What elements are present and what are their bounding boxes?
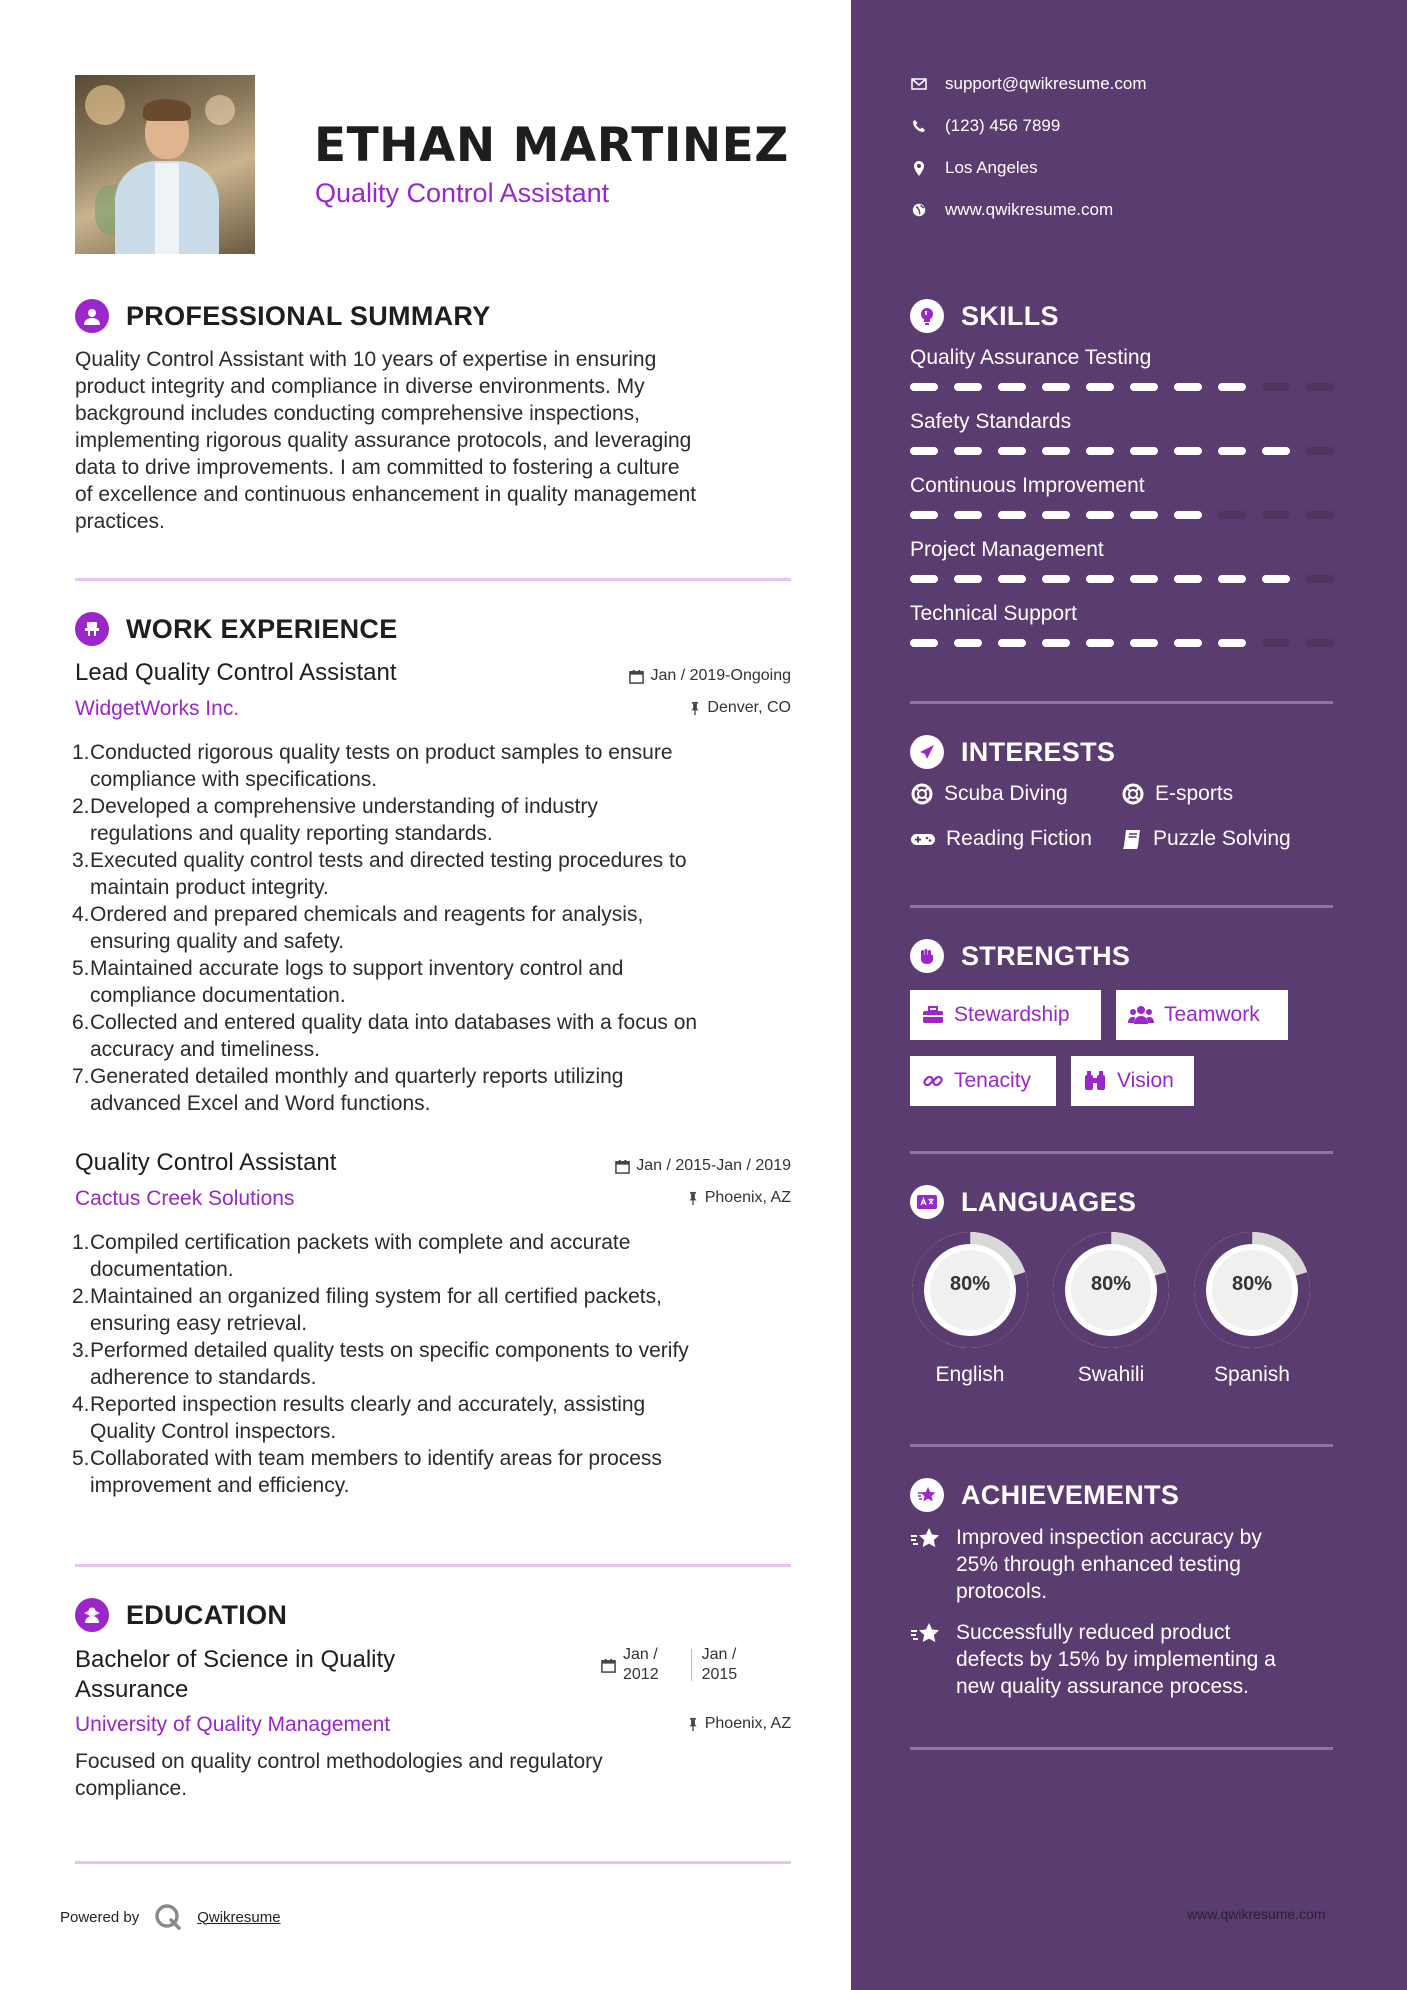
section-title: STRENGTHS bbox=[961, 940, 1131, 971]
job-date: Jan / 2019-Ongoing bbox=[560, 667, 791, 685]
job-title: Quality Control Assistant bbox=[75, 1149, 337, 1176]
summary-text: Quality Control Assistant with 10 years of expertise in ensuring product integrity and compliance in diverse environments. My background includes conducting comprehensive inspections, implementing rigorous quality assurance protocols, and leveraging data to drive improvements. I am committed to fostering a culture of excellence and continuous enhancement in quality management practices. bbox=[75, 348, 697, 533]
interest-item: Scuba Diving bbox=[910, 782, 1068, 806]
section-title: PROFESSIONAL SUMMARY bbox=[126, 300, 491, 331]
work-heading bbox=[75, 612, 398, 646]
skill-dash-filled bbox=[1218, 575, 1246, 583]
job-date: Jan / 2015-Jan / 2019 bbox=[560, 1157, 791, 1175]
skill-dash-filled bbox=[998, 447, 1026, 455]
shooting-star-icon bbox=[910, 1621, 942, 1647]
section-title: ACHIEVEMENTS bbox=[961, 1479, 1180, 1510]
skill-dash-empty bbox=[1218, 511, 1246, 519]
contact-phone[interactable]: (123) 456 7899 bbox=[910, 116, 1060, 136]
skill-dash-empty bbox=[1306, 447, 1334, 455]
skill-dash-filled bbox=[1174, 447, 1202, 455]
list-item: 1. Compiled certification packets with complete and accurate documentation. bbox=[72, 1231, 631, 1281]
list-item: 3. Executed quality control tests and directed testing procedures to maintain product integrity. bbox=[72, 849, 687, 899]
strength-badge: Teamwork bbox=[1116, 990, 1288, 1040]
skill-dash-filled bbox=[1174, 639, 1202, 647]
skill-dash-empty bbox=[1262, 383, 1290, 391]
language-item bbox=[1050, 1229, 1172, 1387]
shooting-star-icon bbox=[910, 1526, 942, 1552]
strengths-heading bbox=[910, 939, 1130, 973]
languages-heading bbox=[910, 1185, 1136, 1219]
skill-dash-filled bbox=[1262, 447, 1290, 455]
language-name: English bbox=[935, 1363, 1005, 1386]
company-name: Cactus Creek Solutions bbox=[75, 1187, 295, 1210]
skill-dash-filled bbox=[1086, 639, 1114, 647]
qwikresume-logo-icon bbox=[153, 1902, 183, 1932]
education-date bbox=[601, 1645, 737, 1685]
language-item bbox=[1191, 1229, 1313, 1387]
phone-icon bbox=[910, 119, 928, 133]
language-name: Swahili bbox=[1077, 1363, 1145, 1386]
skill-dash-filled bbox=[1086, 575, 1114, 583]
pin-icon bbox=[687, 1717, 699, 1732]
interest-item: Puzzle Solving bbox=[1121, 827, 1291, 851]
list-item: 4. Ordered and prepared chemicals and reagents for analysis, ensuring quality and safety. bbox=[72, 903, 644, 953]
skill-dash-filled bbox=[910, 575, 938, 583]
location-pin-icon bbox=[910, 161, 928, 176]
divider bbox=[910, 1151, 1333, 1154]
skill-dash-filled bbox=[1218, 383, 1246, 391]
qwikresume-link[interactable]: Qwikresume bbox=[197, 1908, 281, 1926]
paper-plane-icon bbox=[910, 735, 944, 769]
skill-name: Quality Assurance Testing bbox=[910, 346, 1152, 369]
skill-rating bbox=[910, 383, 1350, 391]
skill-dash-filled bbox=[1174, 511, 1202, 519]
section-title: LANGUAGES bbox=[961, 1186, 1137, 1217]
skill-dash-filled bbox=[1218, 639, 1246, 647]
education-location: Phoenix, AZ bbox=[560, 1715, 791, 1733]
lightbulb-icon bbox=[910, 299, 944, 333]
skill-dash-filled bbox=[910, 383, 938, 391]
date-start: Jan / 2012 bbox=[623, 1646, 659, 1683]
skill-dash-filled bbox=[910, 511, 938, 519]
globe-icon bbox=[910, 203, 928, 217]
skill-dash-empty bbox=[1306, 383, 1334, 391]
skill-rating bbox=[910, 639, 1350, 647]
section-title: INTERESTS bbox=[961, 736, 1116, 767]
section-title: EDUCATION bbox=[126, 1599, 288, 1630]
list-item: 5. Collaborated with team members to identify areas for process improvement and efficiency. bbox=[72, 1447, 662, 1497]
divider bbox=[910, 701, 1333, 704]
list-item: 5. Maintained accurate logs to support inventory control and compliance documentation. bbox=[72, 957, 624, 1007]
lifebuoy-icon bbox=[1121, 782, 1145, 806]
skill-dash-filled bbox=[1174, 575, 1202, 583]
achievements-heading bbox=[910, 1478, 1179, 1512]
job-bullets bbox=[72, 739, 792, 1117]
list-item: 4. Reported inspection results clearly and accurately, assisting Quality Control inspectors. bbox=[72, 1393, 646, 1443]
divider bbox=[75, 1861, 791, 1864]
translate-icon bbox=[910, 1185, 944, 1219]
skill-dash-filled bbox=[954, 511, 982, 519]
skill-dash-filled bbox=[998, 575, 1026, 583]
education-heading bbox=[75, 1598, 287, 1632]
calendar-icon bbox=[629, 669, 644, 684]
skill-dash-filled bbox=[1174, 383, 1202, 391]
achievement-item: Improved inspection accuracy by 25% through enhanced testing protocols. bbox=[910, 1524, 1330, 1605]
skills-heading bbox=[910, 299, 1059, 333]
divider bbox=[910, 1444, 1333, 1447]
skill-dash-filled bbox=[910, 447, 938, 455]
book-icon bbox=[1121, 828, 1143, 850]
pin-icon bbox=[687, 1191, 699, 1206]
skill-dash-empty bbox=[1306, 639, 1334, 647]
skill-dash-filled bbox=[910, 639, 938, 647]
graduation-icon bbox=[75, 1598, 109, 1632]
list-item: 6. Collected and entered quality data into databases with a focus on accuracy and timeliness. bbox=[72, 1011, 698, 1061]
skill-dash-empty bbox=[1262, 511, 1290, 519]
skill-dash-filled bbox=[1042, 383, 1070, 391]
binoculars-icon bbox=[1083, 1070, 1107, 1092]
job-title: Lead Quality Control Assistant bbox=[75, 659, 397, 686]
section-title: WORK EXPERIENCE bbox=[126, 613, 398, 644]
divider bbox=[75, 578, 791, 581]
lifebuoy-icon bbox=[910, 782, 934, 806]
strength-badge: Stewardship bbox=[910, 990, 1101, 1040]
skill-dash-filled bbox=[1042, 447, 1070, 455]
school-name: University of Quality Management bbox=[75, 1713, 391, 1736]
skill-dash-filled bbox=[1042, 639, 1070, 647]
skill-rating bbox=[910, 447, 1350, 455]
job-location: Phoenix, AZ bbox=[560, 1189, 791, 1207]
skill-dash-filled bbox=[1130, 575, 1158, 583]
job-location: Denver, CO bbox=[560, 699, 791, 717]
skill-name: Continuous Improvement bbox=[910, 474, 1145, 497]
skill-dash-filled bbox=[1086, 511, 1114, 519]
education-description: Focused on quality control methodologies and regulatory compliance. bbox=[75, 1750, 603, 1800]
contact-location: Los Angeles bbox=[910, 158, 1038, 178]
contact-website[interactable]: www.qwikresume.com bbox=[910, 200, 1113, 220]
summary-heading bbox=[75, 299, 491, 333]
skill-dash-filled bbox=[998, 511, 1026, 519]
degree-title: Bachelor of Science in Quality Assurance bbox=[75, 1646, 396, 1703]
skill-dash-empty bbox=[1262, 639, 1290, 647]
link-icon bbox=[922, 1070, 944, 1092]
achievement-item: Successfully reduced product defects by 15% by implementing a new quality assurance process. bbox=[910, 1619, 1330, 1700]
divider bbox=[910, 1747, 1333, 1750]
skill-dash-filled bbox=[998, 383, 1026, 391]
calendar-icon bbox=[601, 1658, 616, 1673]
skill-dash-filled bbox=[1218, 447, 1246, 455]
gamepad-icon bbox=[910, 829, 936, 849]
skill-name: Project Management bbox=[910, 538, 1104, 561]
skill-dash-filled bbox=[1130, 383, 1158, 391]
skill-dash-filled bbox=[1086, 383, 1114, 391]
date-end: Jan / 2015 bbox=[701, 1646, 738, 1683]
section-title: SKILLS bbox=[961, 300, 1059, 331]
divider bbox=[910, 905, 1333, 908]
toolbox-icon bbox=[922, 1005, 944, 1025]
candidate-name: ETHAN MARTINEZ bbox=[314, 118, 789, 173]
powered-by bbox=[60, 1902, 281, 1932]
user-icon bbox=[75, 299, 109, 333]
skill-dash-filled bbox=[1042, 575, 1070, 583]
skill-dash-filled bbox=[1086, 447, 1114, 455]
briefcase-icon bbox=[75, 612, 109, 646]
language-item bbox=[909, 1229, 1031, 1387]
skill-dash-filled bbox=[954, 639, 982, 647]
language-percent: 80% bbox=[949, 1273, 991, 1295]
interest-item: Reading Fiction bbox=[910, 827, 1092, 851]
powered-by-label: Powered by bbox=[60, 1908, 140, 1926]
language-name: Spanish bbox=[1214, 1363, 1290, 1386]
skill-dash-filled bbox=[998, 639, 1026, 647]
calendar-icon bbox=[615, 1159, 630, 1174]
skill-rating bbox=[910, 575, 1350, 583]
skill-dash-empty bbox=[1306, 511, 1334, 519]
contact-email[interactable]: support@qwikresume.com bbox=[910, 74, 1147, 94]
skill-dash-filled bbox=[954, 575, 982, 583]
list-item: 3. Performed detailed quality tests on specific components to verify adherence to standards. bbox=[72, 1339, 689, 1389]
skill-dash-filled bbox=[1130, 639, 1158, 647]
fist-icon bbox=[910, 939, 944, 973]
envelope-icon bbox=[910, 78, 928, 90]
footer-url[interactable]: www.qwikresume.com bbox=[1187, 1906, 1326, 1922]
skill-rating bbox=[910, 511, 1350, 519]
skill-dash-filled bbox=[1130, 511, 1158, 519]
language-percent: 80% bbox=[1090, 1273, 1132, 1295]
skill-name: Technical Support bbox=[910, 602, 1077, 625]
list-item: 2. Developed a comprehensive understanding of industry regulations and quality reporting standards. bbox=[72, 795, 598, 845]
profile-photo bbox=[75, 75, 255, 254]
skill-dash-filled bbox=[954, 383, 982, 391]
star-icon bbox=[910, 1478, 944, 1512]
skill-name: Safety Standards bbox=[910, 410, 1072, 433]
list-item: 7. Generated detailed monthly and quarterly reports utilizing advanced Excel and Word functions. bbox=[72, 1065, 624, 1115]
job-bullets bbox=[72, 1229, 792, 1499]
candidate-role: Quality Control Assistant bbox=[315, 178, 610, 208]
interest-item: E-sports bbox=[1121, 782, 1233, 806]
interests-heading bbox=[910, 735, 1115, 769]
users-icon bbox=[1128, 1005, 1154, 1025]
skill-dash-filled bbox=[1262, 575, 1290, 583]
skill-dash-filled bbox=[1130, 447, 1158, 455]
skill-dash-empty bbox=[1306, 575, 1334, 583]
list-item: 2. Maintained an organized filing system for all certified packets, ensuring easy retrieval. bbox=[72, 1285, 662, 1335]
strength-badge: Vision bbox=[1071, 1056, 1194, 1106]
company-name: WidgetWorks Inc. bbox=[75, 697, 240, 720]
pin-icon bbox=[689, 701, 701, 716]
skill-dash-filled bbox=[1042, 511, 1070, 519]
list-item: 1. Conducted rigorous quality tests on product samples to ensure compliance with specifications. bbox=[72, 741, 673, 791]
skill-dash-filled bbox=[954, 447, 982, 455]
divider bbox=[75, 1564, 791, 1567]
language-percent: 80% bbox=[1231, 1273, 1273, 1295]
strength-badge: Tenacity bbox=[910, 1056, 1056, 1106]
